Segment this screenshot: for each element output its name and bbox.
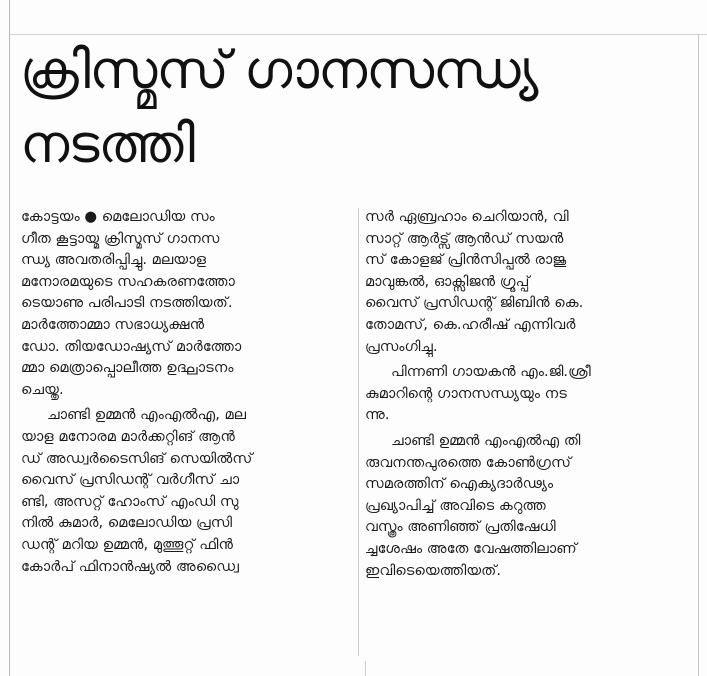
text-line: യാള മനോരമ മാർക്കറ്റിങ് ആൻ <box>21 427 235 445</box>
text-line: തോമസ്, കെ.ഹരീഷ് എന്നിവർ <box>365 315 576 333</box>
text-line: സമരത്തിന് ഐക്യദാർഢ്യം <box>365 475 554 493</box>
text-line: ഇവിടെയെത്തിയത്. <box>365 561 502 579</box>
left-border <box>9 0 10 676</box>
text-line: വസ്ത്രം അണിഞ്ഞ് പ്രതിഷേധി <box>365 518 556 536</box>
article-column-right <box>365 206 691 581</box>
headline-line-1: ക്രിസ്മസ് ഗാനസന്ധ്യ <box>20 40 538 101</box>
text-line: സ് കോളജ് പ്രിൻസിപ്പൽ രാജു <box>365 251 567 269</box>
column-divider <box>358 208 359 656</box>
text-line: ടെയാണു പരിപാടി നടത്തിയത്. <box>21 294 233 312</box>
text-line: ഡന്റ് മറിയ ഉമ്മൻ, മുത്തൂറ്റ് ഫിൻ <box>21 535 233 553</box>
paragraph-5 <box>365 430 691 581</box>
text-line: മനോരമയുടെ സഹകരണത്തോ <box>21 272 235 290</box>
text-line: പ്രസംഗിച്ചു. <box>365 337 438 355</box>
right-border <box>698 34 699 676</box>
text-line: സാറ്റ് ആർട്സ് ആൻഡ് സയൻ <box>365 229 564 247</box>
text-line: ച്ചശേഷം അതേ വേഷത്തിലാണ് <box>365 539 577 557</box>
text-line: സർ ഏബ്രഹാം ചെറിയാൻ, വി <box>365 208 569 225</box>
text-line: മ്മാ മെത്രാപ്പൊലീത്ത ഉദ്ഘാടനം <box>21 359 234 377</box>
text-line: ഗീത കൂട്ടായ്മ ക്രിസ്മസ് ഗാനസ <box>21 229 220 247</box>
text-line: ണ്ടി, അസറ്റ് ഹോംസ് എംഡി സു <box>21 492 239 510</box>
text-line: മാർത്തോമ്മാ സഭാധ്യക്ഷൻ <box>21 315 205 333</box>
text-line: കോർപ് ഫിനാൻഷ്യൽ അഡ്വൈ <box>21 557 239 575</box>
text-line: ന്ധ്യ അവതരിപ്പിച്ചു. മലയാള <box>21 251 207 269</box>
text-line: വൈസ് പ്രസിഡന്റ് ജിബിൻ കെ. <box>365 294 584 312</box>
text-line: കോട്ടയം ● മെലോഡിയ സം <box>21 208 215 225</box>
text-line: വൈസ് പ്രസിഡന്റ് വർഗീസ് ചാ <box>21 471 240 489</box>
headline <box>20 34 690 182</box>
text-line: നിൽ കുമാർ, മെലോഡിയ പ്രസി <box>21 514 233 532</box>
headline-line-2: നടത്തി <box>20 114 194 175</box>
text-line: പിന്നണി ഗായകൻ എം.ജി.ശ്രീ <box>391 363 591 381</box>
bottom-divider <box>365 661 366 676</box>
text-line: മാവുങ്കൽ, ഓക്സിജൻ ഗ്രൂപ്പ് <box>365 272 530 290</box>
text-line: ചാണ്ടി ഉമ്മൻ എംഎൽഎ, മല <box>47 406 247 424</box>
paragraph-2 <box>21 404 359 577</box>
text-line: ചാണ്ടി ഉമ്മൻ എംഎൽഎ തി <box>391 431 581 449</box>
text-line: ചെയ്തു. <box>21 380 64 398</box>
paragraph-1 <box>21 206 359 400</box>
text-line: ന്നു. <box>365 406 390 424</box>
text-line: പ്രഖ്യാപിച്ച് അവിടെ കറുത്ത <box>365 496 546 514</box>
text-line: ഡോ. തിയഡോഷ്യസ് മാർത്തോ <box>21 337 242 355</box>
text-line: ഡ് അഡ്വർടൈസിങ് സെയിൽസ് <box>21 449 253 467</box>
paragraph-3 <box>365 206 691 357</box>
article-column-left <box>21 206 359 577</box>
text-line: രുവനന്തപുരത്തെ കോൺഗ്രസ് <box>365 453 571 471</box>
paragraph-4 <box>365 361 691 426</box>
text-line: കുമാറിന്റെ ഗാനസന്ധ്യയും നട <box>365 384 567 402</box>
